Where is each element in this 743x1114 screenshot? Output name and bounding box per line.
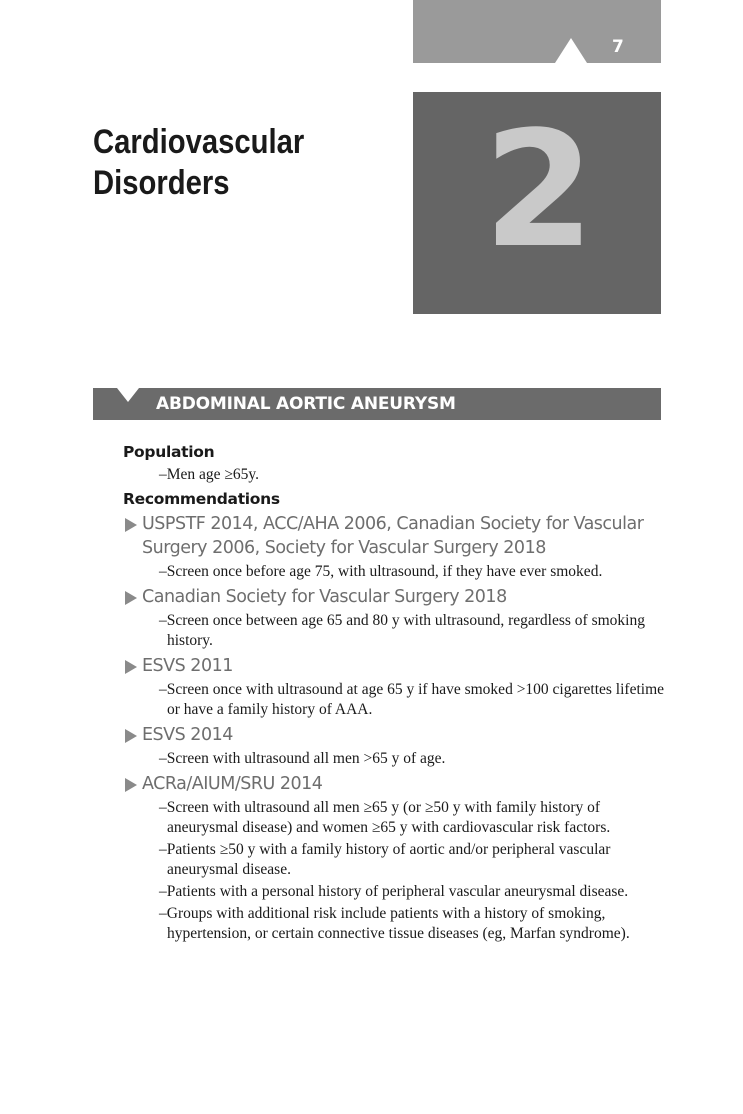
recommendation-group [123,772,668,944]
recommendation-item: –Screen with ultrasound all men >65 y of age. [159,750,446,767]
recommendation-item: –Patients with a personal history of peripheral vascular aneurysmal disease. [159,883,629,900]
population-item: –Men age ≥65y. [159,466,260,483]
recommendation-item: –Groups with additional risk include patients with a history of smoking, hypertension, or certain connective tissue diseases (eg, Marfan syndrome). [159,905,630,942]
recommendation-item: –Screen once with ultrasound at age 65 y if have smoked >100 cigarettes lifetime or have a family history of AAA. [159,681,665,718]
recommendation-source: Canadian Society for Vascular Surgery 2018 [123,585,668,609]
recommendation-source: ACRa/AIUM/SRU 2014 [123,772,668,796]
recommendations-heading: Recommendations [123,490,280,508]
recommendation-group [123,723,668,769]
recommendation-source: USPSTF 2014, ACC/AHA 2006, Canadian Society for Vascular Surgery 2006, Society for Vascular Surgery 2018 [123,512,668,560]
recommendation-item: –Screen once before age 75, with ultrasound, if they have ever smoked. [159,563,603,580]
recommendation-group [123,512,668,582]
recommendation-item: –Screen with ultrasound all men ≥65 y (or ≥50 y with family history of aneurysmal disease) and women ≥65 y with cardiovascular risk factors. [159,799,611,836]
recommendation-item: –Patients ≥50 y with a family history of aortic and/or peripheral vascular aneurysmal disease. [159,841,611,878]
triangle-bullet-icon [125,591,137,605]
recommendation-item: –Screen once between age 65 and 80 y with ultrasound, regardless of smoking history. [159,612,645,649]
recommendation-group [123,654,668,720]
chapter-number: 2 [483,96,591,283]
recommendation-group [123,585,668,651]
triangle-bullet-icon [125,729,137,743]
page-tab-notch [555,38,587,63]
population-heading: Population [123,443,215,461]
page-number: 7 [612,37,624,57]
recommendation-source: ESVS 2011 [123,654,668,678]
section-content [123,441,668,944]
section-header-notch [117,388,139,402]
chapter-number-box [413,92,661,314]
triangle-bullet-icon [125,518,137,532]
chapter-title: Cardiovascular Disorders [93,123,305,202]
recommendation-source: ESVS 2014 [123,723,668,747]
triangle-bullet-icon [125,778,137,792]
section-title: ABDOMINAL AORTIC ANEURYSM [156,394,456,414]
triangle-bullet-icon [125,660,137,674]
